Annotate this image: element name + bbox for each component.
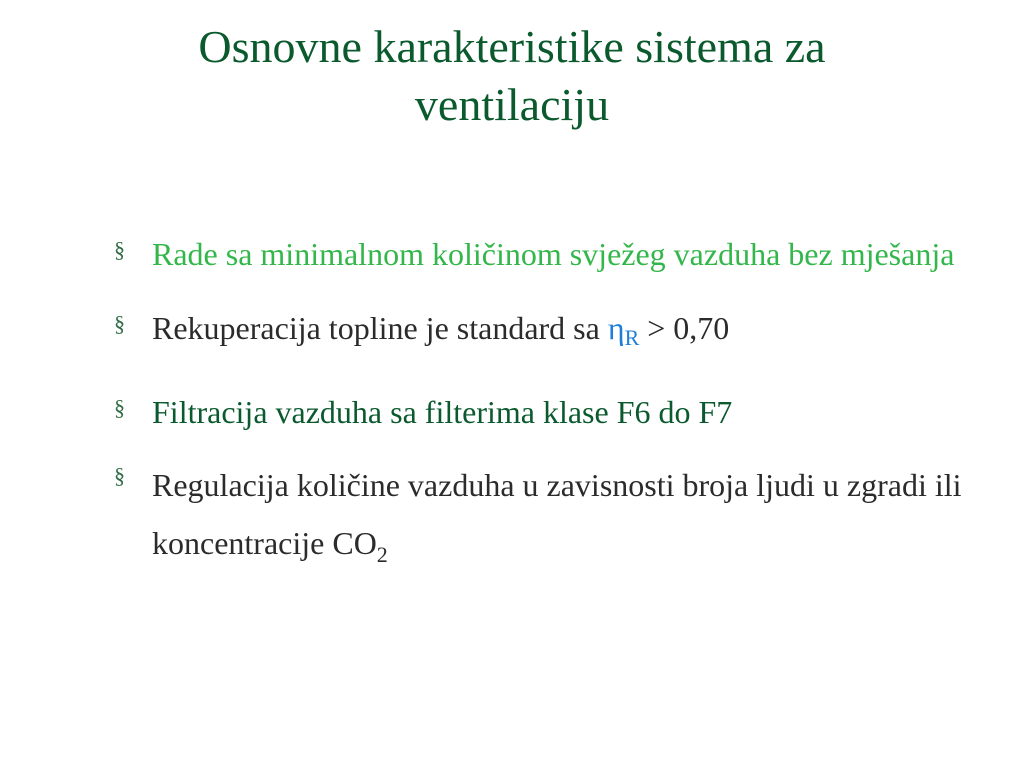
bullet-item-regulation xyxy=(112,456,992,584)
eta-letter: η xyxy=(607,310,625,346)
eta-subscript: R xyxy=(624,325,640,350)
bullet-text: Rekuperacija topline je standard sa xyxy=(152,310,608,346)
bullet-text-suffix: > 0,70 xyxy=(639,310,730,346)
bullet-item-fresh-air xyxy=(112,230,992,278)
slide-title-line-1: Osnovne karakteristike sistema za xyxy=(198,21,826,72)
slide-title xyxy=(60,18,964,134)
eta-symbol xyxy=(607,310,640,350)
bullet-text: Regulacija količine vazduha u zavisnosti broja ljudi u zgradi ili koncentracije CO xyxy=(152,467,962,561)
bullet-marker: § xyxy=(114,237,125,262)
bullet-marker: § xyxy=(114,463,125,488)
bullet-item-heat-recovery xyxy=(112,304,992,362)
bullet-item-filtration xyxy=(112,388,992,436)
slide-title-line-2: ventilaciju xyxy=(414,79,610,130)
bullet-marker: § xyxy=(114,311,125,336)
bullet-list xyxy=(112,230,992,610)
bullet-marker: § xyxy=(114,395,125,420)
bullet-text: Rade sa minimalnom količinom svježeg vazduha bez mješanja xyxy=(152,236,955,272)
co2-subscript: 2 xyxy=(376,542,388,567)
bullet-text: Filtracija vazduha sa filterima klase F6 do F7 xyxy=(152,394,733,430)
